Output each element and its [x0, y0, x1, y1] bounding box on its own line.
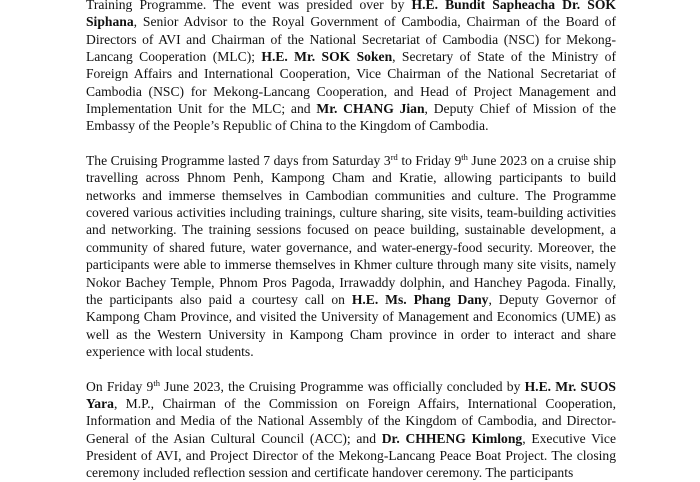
- bold-name-text: Dr. CHHENG Kimlong: [381, 430, 523, 446]
- ordinal-superscript: th: [461, 152, 468, 163]
- paragraph-closing-ceremony: [86, 378, 616, 482]
- body-text: , Senior Advisor to the Royal Government of Cambodia, Chairman of the Board of Directors of AVI and Chairman of the National Secretariat of Cambodia (NSC) for Mekong-Lancang Cooperation (MLC);: [86, 14, 616, 65]
- body-text: The Cruising Programme lasted 7 days from Saturday 3: [86, 153, 391, 169]
- body-text: , Executive Vice President of AVI, and Project Director of the Mekong-Lancang Peace Boat Project. The closing ceremony included reflection session and certificate handover ceremony. The participants: [86, 430, 616, 481]
- ordinal-superscript: th: [153, 377, 160, 388]
- ordinal-superscript: rd: [390, 152, 398, 163]
- body-text: to Friday 9: [397, 153, 462, 169]
- bold-name-text: H.E. Ms. Phang Dany: [351, 291, 489, 307]
- body-text: On Friday 9: [86, 378, 154, 394]
- body-text: , Deputy Chief of Mission of the Embassy of the People’s Republic of China to the Kingdom of Cambodia.: [86, 101, 617, 134]
- paragraph-cruising-programme-activities: [86, 152, 616, 360]
- body-text: June 2023 on a cruise ship travelling across Phnom Penh, Kampong Cham and Kratie, allowing participants to build networks and immerse themselves in Cambodian communities and culture. The Programme covered various activities including trainings, culture sharing, site visits, team-building activities and networking. The training sessions focused on peace building, sustainable development, a community of shared future, water governance, and water-energy-food security. Moreover, the participants were able to immerse themselves in Khmer culture through many site visits, namely Nokor Bachey Temple, Phnom Pros Pagoda, Irrawaddy dolphin, and Hanchey Pagoda. Finally, the participants also paid a courtesy call on: [86, 153, 616, 307]
- bold-name-text: H.E. Bundit Sapheacha Dr. SOK Siphana: [86, 0, 616, 30]
- bold-name-text: H.E. Mr. SOK Soken: [261, 49, 393, 65]
- bold-name-text: Mr. CHANG Jian: [316, 101, 425, 117]
- body-text: , Secretary of State of the Ministry of Foreign Affairs and International Cooperation, Vice Chairman of the National Secretariat of Cambodia (NSC) for Mekong-Lancang Cooperation, and Head of Project Management and Implementation Unit for the MLC; and: [86, 49, 616, 117]
- body-text: , M.P., Chairman of the Commission on Foreign Affairs, International Cooperation, Information and Media of the National Assembly of the Kingdom of Cambodia, and Director-General of the Asian Cultural Council (ACC); and: [86, 395, 616, 446]
- body-text: June 2023, the Cruising Programme was officially concluded by: [159, 378, 525, 394]
- bold-name-text: H.E. Mr. SUOS Yara: [86, 378, 616, 411]
- document-page: [86, 0, 616, 482]
- paragraph-training-programme-presiders: [86, 0, 616, 135]
- body-text: , Deputy Governor of Kampong Cham Province, and visited the University of Management and Economics (UME) as well as the Western University in Kampong Cham province in order to interact and share experience with local students.: [86, 291, 617, 359]
- body-text: Training Programme. The event was presided over by: [86, 0, 412, 12]
